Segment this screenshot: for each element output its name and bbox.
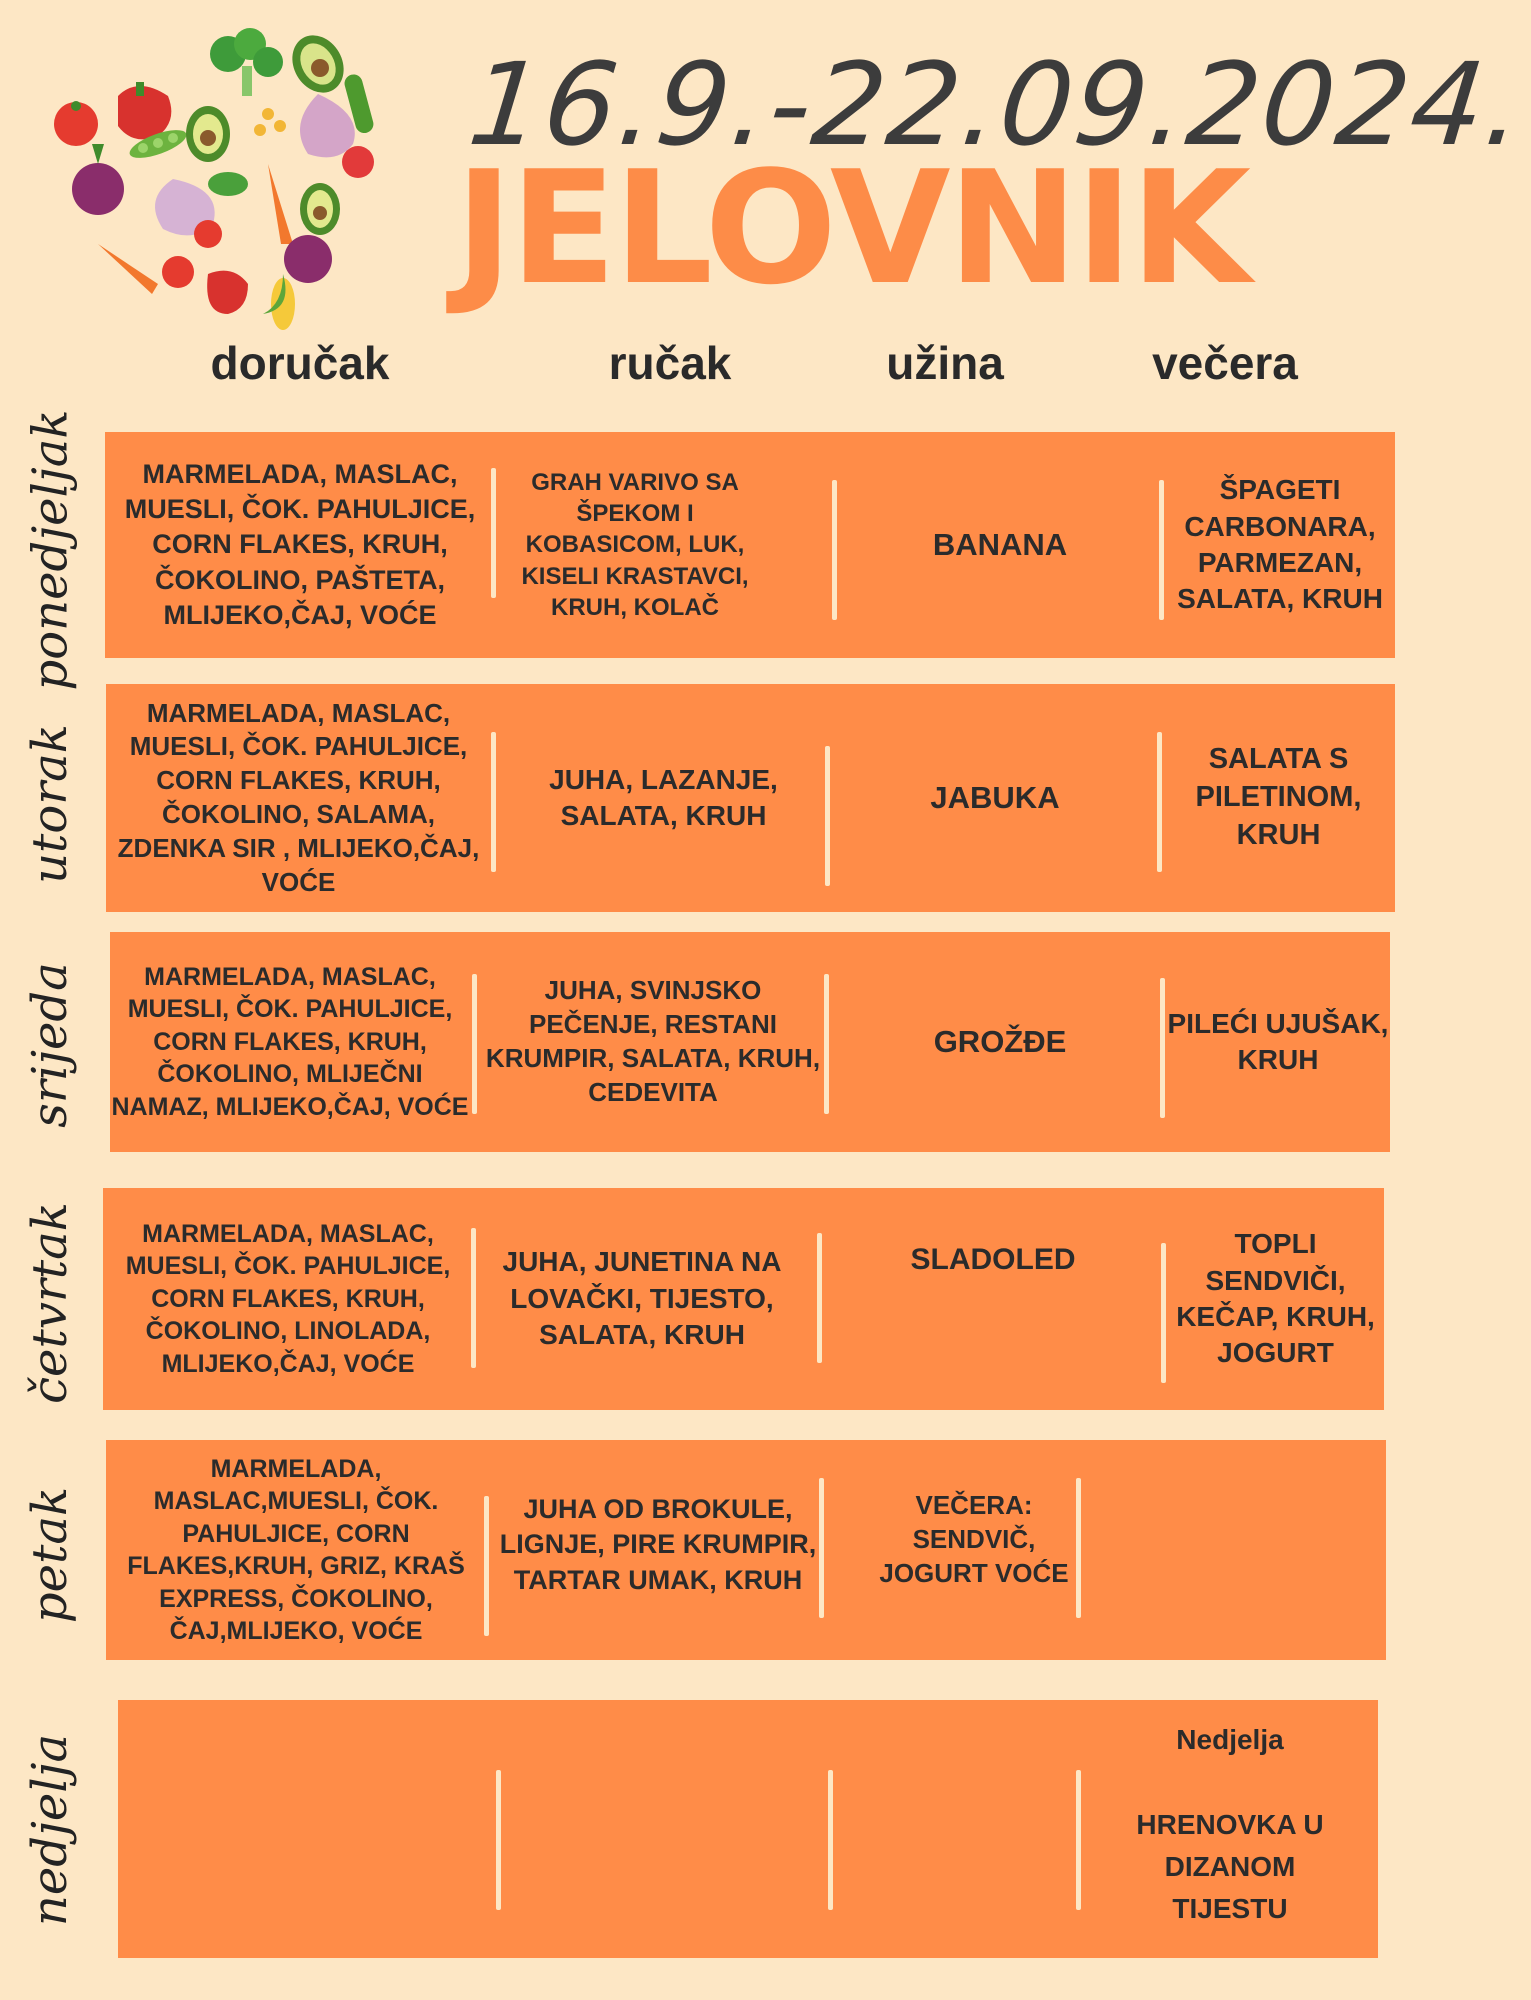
monday-breakfast: MARMELADA, MASLAC, MUESLI, ČOK. PAHULJICE, CORN FLAKES, KRUH, ČOKOLINO, PAŠTETA, MLIJEKO,ČAJ, VOĆE (124, 459, 476, 630)
beetroot-right-icon (284, 235, 332, 283)
day-label-wednesday: srijeda (22, 962, 78, 1128)
wednesday-dinner: PILEĆI UJUŠAK, KRUH (1167, 1007, 1389, 1075)
green-leaf-icon (208, 172, 248, 196)
menu-row-thursday (103, 1188, 1384, 1410)
day-label-friday: petak (22, 1486, 78, 1624)
monday-snack: BANANA (932, 526, 1068, 562)
menu-row-sunday (118, 1700, 1378, 1958)
menu-row-friday (106, 1440, 1386, 1660)
sunday-dinner (1082, 1700, 1378, 1958)
sunday-breakfast (118, 1700, 496, 1958)
friday-breakfast: MARMELADA, MASLAC,MUESLI, ČOK. PAHULJICE, CORN FLAKES,KRUH, GRIZ, KRAŠ EXPRESS, ČOKOLINO, ČAJ,MLIJEKO, VOĆE (127, 1454, 465, 1645)
menu-row-wednesday (110, 932, 1390, 1152)
tuesday-dinner: SALATA S PILETINOM, KRUH (1195, 743, 1362, 851)
tomato-icon (54, 101, 98, 146)
monday-dinner: ŠPAGETI CARBONARA, PARMEZAN, SALATA, KRUH (1177, 474, 1383, 615)
tuesday-lunch: JUHA, LAZANJE, SALATA, KRUH (549, 763, 778, 831)
wednesday-lunch: JUHA, SVINJSKO PEČENJE, RESTANI KRUMPIR, SALATA, KRUH, CEDEVITA (485, 975, 821, 1107)
column-header-dinner: večera (1152, 337, 1298, 389)
sunday-lunch (502, 1700, 828, 1958)
bell-pepper-icon (118, 82, 171, 139)
day-label-tuesday: utorak (22, 724, 78, 884)
corn-icon (263, 274, 295, 330)
date-range: 16.9.-22.09.2024. (463, 38, 1531, 171)
menu-row-monday (105, 432, 1395, 658)
avocado-icon (282, 26, 354, 102)
tuesday-breakfast: MARMELADA, MASLAC, MUESLI, ČOK. PAHULJICE, CORN FLAKES, KRUH, ČOKOLINO, SALAMA, ZDENKA SIR , MLIJEKO,ČAJ, VOĆE (117, 697, 480, 897)
sunday-dinner-item: HRENOVKA U DIZANOM TIJESTU (1136, 1809, 1324, 1925)
friday-dinner (1086, 1440, 1386, 1660)
garlic-icon (300, 94, 355, 157)
avocado-right-icon (300, 183, 340, 235)
day-label-monday: ponedjeljak (22, 409, 78, 691)
page-title: JELOVNIK (455, 137, 1249, 319)
day-label-sunday: nedjelja (22, 1733, 78, 1927)
day-label-thursday: četvrtak (22, 1202, 79, 1404)
pepper-bottom-icon (207, 271, 248, 314)
monday-lunch: GRAH VARIVO SA ŠPEKOM I KOBASICOM, LUK, KISELI KRASTAVCI, KRUH, KOLAČ (521, 469, 749, 621)
radish-icon (342, 146, 374, 178)
thursday-lunch: JUHA, JUNETINA NA LOVAČKI, TIJESTO, SALATA, KRUH (502, 1246, 782, 1351)
thursday-snack: SLADOLED (910, 1243, 1076, 1276)
sunday-snack (834, 1700, 1074, 1958)
wednesday-breakfast: MARMELADA, MASLAC, MUESLI, ČOK. PAHULJICE, CORN FLAKES, KRUH, ČOKOLINO, MLIJEČNI NAMAZ, MLIJEKO,ČAJ, VOĆE (111, 962, 469, 1121)
sunday-dinner-heading: Nedjelja (1176, 1724, 1284, 1755)
thursday-dinner: TOPLI SENDVIČI, KEČAP, KRUH, JOGURT (1176, 1228, 1375, 1369)
broccoli-icon (210, 28, 283, 96)
thursday-breakfast: MARMELADA, MASLAC, MUESLI, ČOK. PAHULJICE, CORN FLAKES, KRUH, ČOKOLINO, LINOLADA, MLIJEKO,ČAJ, VOĆE (125, 1219, 451, 1378)
beet-icon (72, 144, 124, 215)
tuesday-snack: JABUKA (930, 779, 1060, 815)
column-header-lunch: ručak (608, 337, 732, 389)
pasta-icon (254, 108, 286, 136)
avocado-half-icon (186, 106, 230, 162)
friday-lunch: JUHA OD BROKULE, LIGNJE, PIRE KRUMPIR, TARTAR UMAK, KRUH (499, 1494, 817, 1595)
vegetable-heart-logo (28, 14, 368, 334)
wednesday-snack: GROŽĐE (933, 1023, 1067, 1059)
column-header-breakfast: doručak (210, 337, 390, 389)
column-header-snack: užina (886, 337, 1004, 389)
menu-row-tuesday (106, 684, 1395, 912)
friday-snack: VEČERA: SENDVIČ, JOGURT VOĆE (879, 1490, 1069, 1588)
